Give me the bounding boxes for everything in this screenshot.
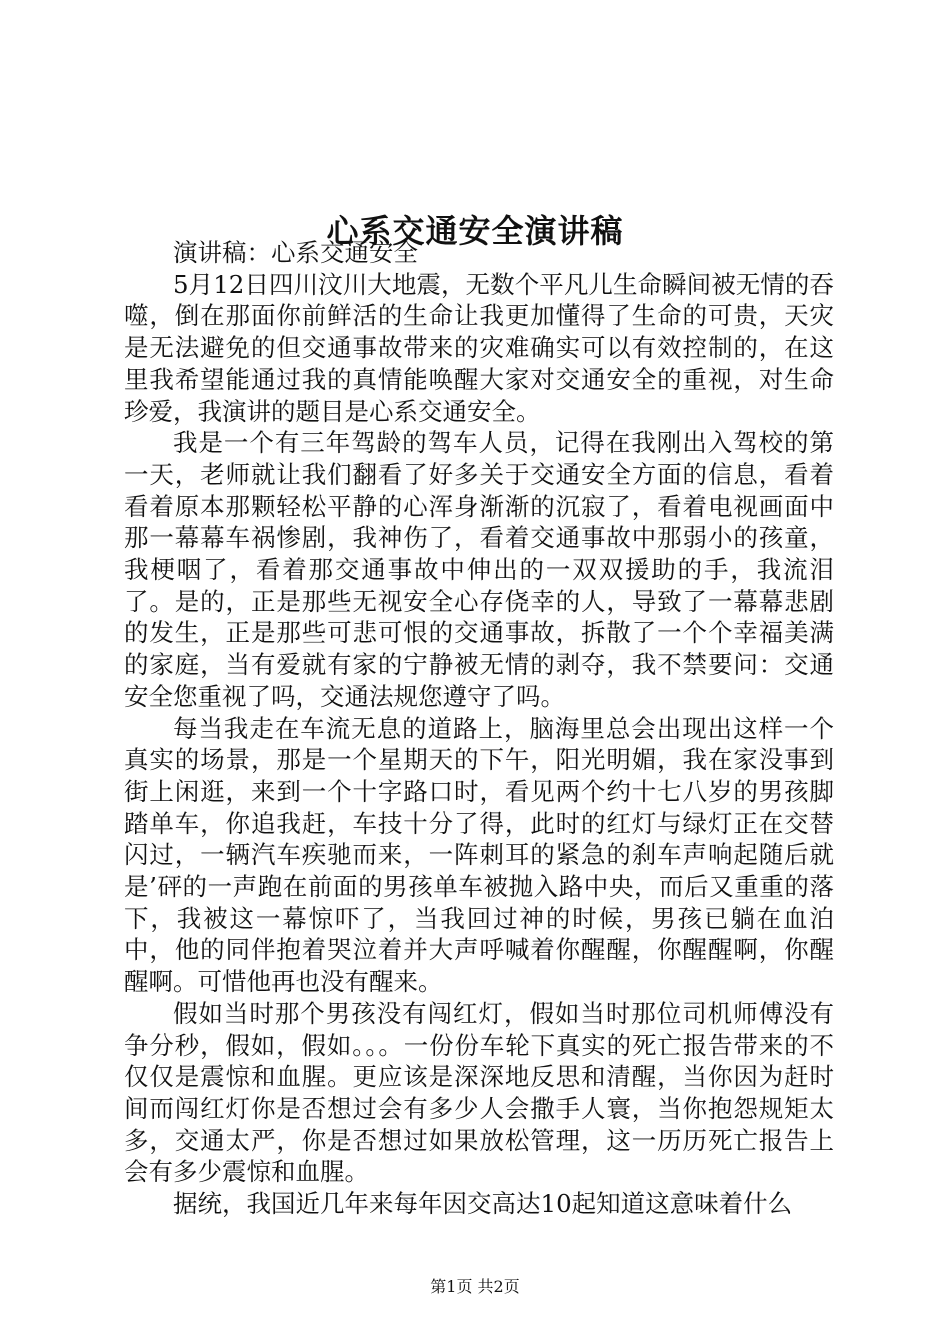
- paragraph: 我是一个有三年驾龄的驾车人员，记得在我刚出入驾校的第一天，老师就让我们翻看了好多关于交通安全方面的信息，看着看着原本那颗轻松平静的心浑身渐渐的沉寂了，看着电视画面中那一幕幕车祸惨剧，我神伤了，看着交通事故中那弱小的孩童，我梗咽了，看着那交通事故中伸出的一双双援助的手，我流泪了。是的，正是那些无视安全心存侥幸的人，导致了一幕幕悲剧的发生，正是那些可悲可恨的交通事故，拆散了一个个幸福美满的家庭，当有爱就有家的宁静被无情的剥夺，我不禁要问：交通安全您重视了吗，交通法规您遵守了吗。: [124, 428, 834, 711]
- page-footer: [0, 1276, 950, 1298]
- document-title: 心系交通安全演讲稿: [326, 212, 624, 251]
- document-subtitle: 演讲稿：心系交通安全: [173, 238, 418, 267]
- paragraph: 据统，我国近几年来每年因交高达10起知道这意味着什么: [173, 1189, 793, 1219]
- paragraph: 假如当时那个男孩没有闯红灯，假如当时那位司机师傅没有争分秒，假如，假如。。。一份份车轮下真实的死亡报告带来的不仅仅是震惊和血腥。更应该是深深地反思和清醒，当你因为赶时间而闯红灯你是否想过会有多少人会撒手人寰，当你抱怨规矩太多，交通太严，你是否想过如果放松管理，这一历历死亡报告上会有多少震惊和血腥。: [124, 998, 834, 1187]
- page-number: 第1页 共2页: [430, 1277, 520, 1296]
- document-body: [124, 237, 834, 1220]
- paragraph: 每当我走在车流无息的道路上，脑海里总会出现出这样一个真实的场景，那是一个星期天的下午，阳光明媚，我在家没事到街上闲逛，来到一个十字路口时，看见两个约十七八岁的男孩脚踏单车，你追我赶，车技十分了得，此时的红灯与绿灯正在交替闪过，一辆汽车疾驰而来，一阵刺耳的紧急的刹车声响起随后就是’砰的一声跑在前面的男孩单车被抛入路中央，而后又重重的落下，我被这一幕惊吓了，当我回过神的时候，男孩已躺在血泊中，他的同伴抱着哭泣着并大声呼喊着你醒醒，你醒醒啊，你醒醒啊。可惜他再也没有醒来。: [124, 713, 834, 997]
- paragraph: 5月12日四川汶川大地震，无数个平凡儿生命瞬间被无情的吞噬，倒在那面你前鲜活的生命让我更加懂得了生命的可贵，天灾是无法避免的但交通事故带来的灾难确实可以有效控制的，在这里我希望能通过我的真情能唤醒大家对交通安全的重视，对生命珍爱，我演讲的题目是心系交通安全。: [124, 269, 834, 426]
